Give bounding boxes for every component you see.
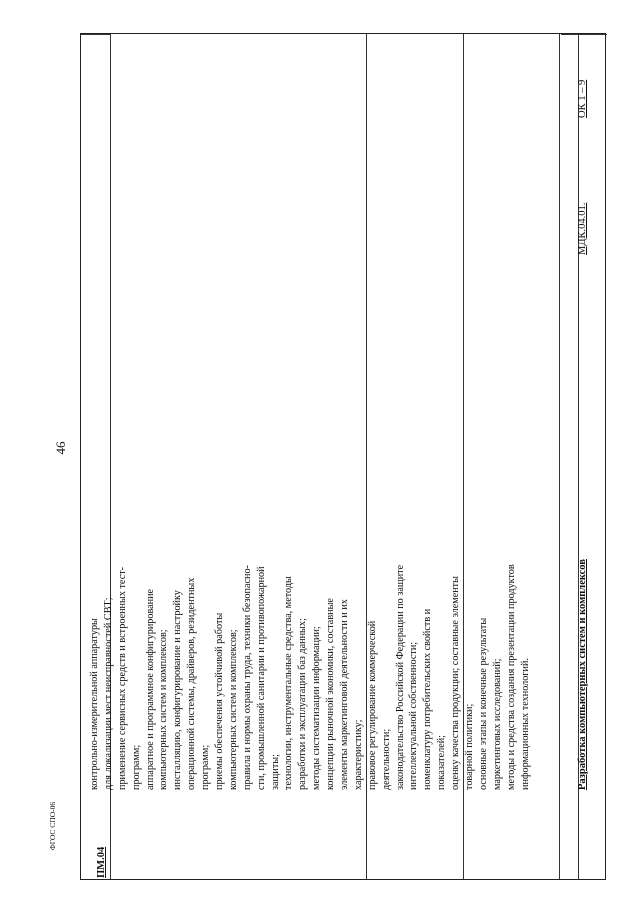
text-line: номенклатуру потребительских свойств и — [422, 608, 434, 790]
row-divider — [81, 34, 110, 35]
text-line: операционной системы, драйверов, резидентных — [186, 577, 198, 790]
text-line: правовое регулирование коммерческой — [366, 620, 378, 790]
text-line: товарной политики; — [464, 703, 476, 790]
ok-code: ОК 1 – 9 — [577, 79, 588, 118]
text-line: компьютерных систем и комплексов; — [158, 629, 170, 790]
text-line: деятельности; — [380, 728, 392, 790]
text-line: маркетинговых исследований; — [491, 658, 503, 790]
text-line: правила и нормы охраны труда, техники безопасно- — [241, 565, 253, 790]
text-line: методы систематизации информации; — [311, 626, 323, 790]
text-line: применение сервисных средств и встроенных тест- — [116, 566, 128, 790]
text-line: сти, промышленной санитарии и противопожарной — [255, 566, 267, 790]
text-line: основные этапы и конечные результаты — [477, 617, 489, 790]
row-divider — [561, 34, 607, 35]
text-line: защиты; — [269, 754, 281, 790]
text-line: оценку качества продукции; составные элементы — [450, 576, 462, 790]
module-title: Разработка компьютерных систем и комплексов — [577, 559, 588, 790]
text-line: для локализации мест неисправностей СВТ; — [102, 597, 114, 790]
text-line: информационных технологий. — [519, 658, 531, 790]
column-divider — [559, 34, 560, 879]
module-code: ПМ.04 — [96, 846, 107, 878]
text-line: приемы обеспечения устойчивой работы — [214, 612, 226, 790]
text-line: методы и средства создания презентации продуктов — [505, 564, 517, 790]
text-line: концепции рыночной экономики, составные — [325, 598, 337, 790]
text-line: аппаратное и программное конфигурирование — [144, 588, 156, 790]
text-line: показателей; — [436, 734, 448, 790]
text-line: элементы маркетинговой деятельности и их — [339, 599, 351, 790]
text-line: программ; — [200, 744, 212, 790]
text-line: инсталляцию, конфигурирование и настройку — [172, 590, 184, 790]
text-line: компьютерных систем и комплексов; — [227, 629, 239, 790]
text-line: технологии, инструментальные средства, методы — [283, 576, 295, 790]
footer-code: ФГОС СПО-06 — [48, 801, 57, 851]
text-line: контрольно-измерительной аппаратуры — [89, 618, 100, 790]
text-line: характеристику; — [352, 719, 364, 790]
text-line: программ; — [130, 744, 142, 790]
page-number: 46 — [53, 441, 68, 455]
competencies-text — [88, 564, 533, 790]
text-line: интеллектуальной собственности; — [408, 641, 420, 790]
mdk-code: МДК.04.01. — [577, 202, 588, 255]
text-line: разработки и эксплуатации баз данных; — [297, 618, 309, 790]
text-line: законодательство Российской Федерации по защите — [394, 564, 406, 790]
